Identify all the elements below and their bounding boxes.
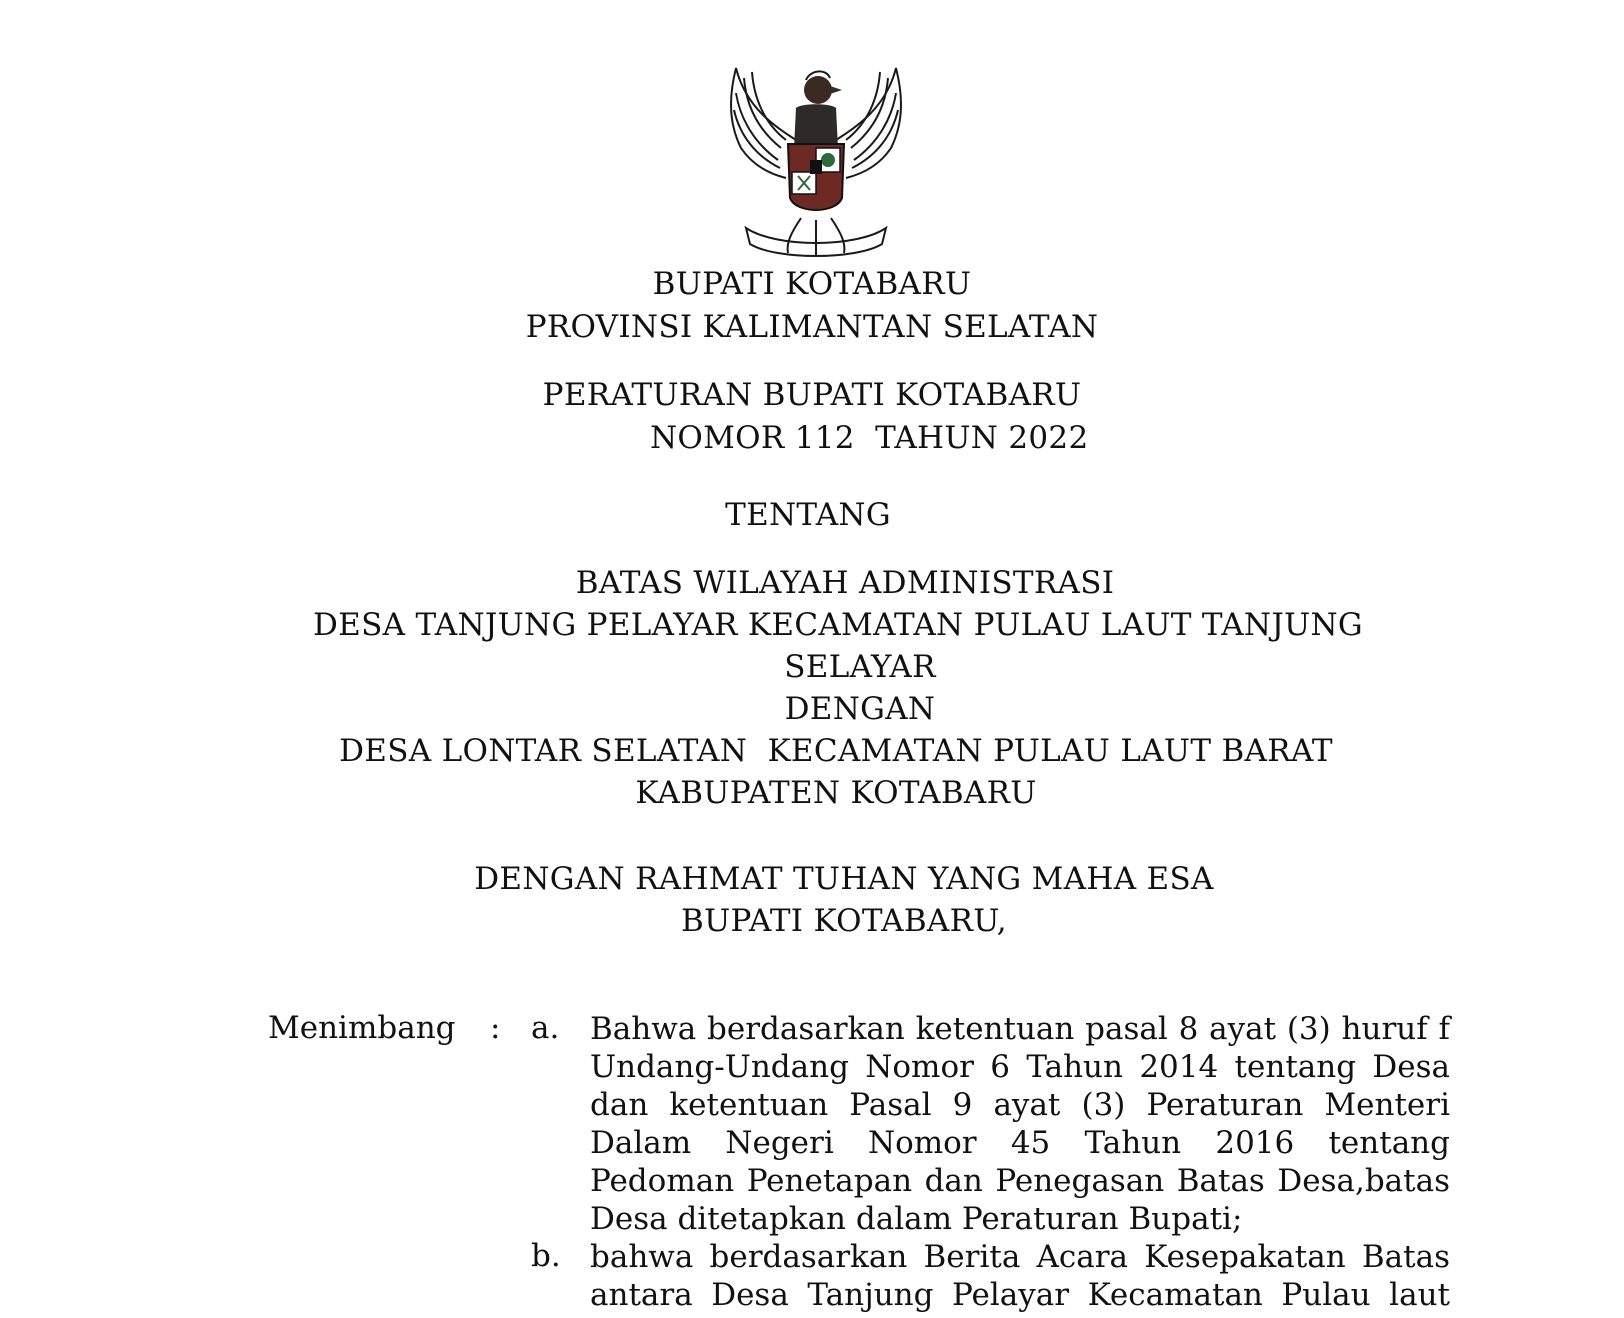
subject-line-4: DENGAN xyxy=(784,691,936,727)
considering-label: Menimbang xyxy=(268,1010,456,1046)
considering-item-b-text: bahwa berdasarkan Berita Acara Kesepakatan Batas antara Desa Tanjung Pelayar Kecamatan Pulau laut xyxy=(590,1239,1450,1313)
subject-line-2: DESA TANJUNG PELAYAR KECAMATAN PULAU LAUT TANJUNG xyxy=(313,607,1363,643)
garuda-pancasila-emblem-icon xyxy=(706,48,926,270)
considering-item-a-text: Bahwa berdasarkan ketentuan pasal 8 ayat (3) huruf f Undang-Undang Nomor 6 Tahun 2014 tentang Desa dan ketentuan Pasal 9 ayat (3) Peraturan Menteri Dalam Negeri Nomor 45 Tahun 2016 tentang Pedoman Penetapan dan Penegasan Batas Desa,batas Desa ditetapkan dalam Peraturan Bupati; xyxy=(590,1011,1450,1237)
preamble-line-1: DENGAN RAHMAT TUHAN YANG MAHA ESA xyxy=(474,861,1214,897)
subject-line-1: BATAS WILAYAH ADMINISTRASI xyxy=(575,565,1115,601)
regulation-number: NOMOR 112 TAHUN 2022 xyxy=(650,420,1089,456)
about-heading: TENTANG xyxy=(725,497,891,533)
province-title: PROVINSI KALIMANTAN SELATAN xyxy=(525,309,1099,345)
considering-item-a-letter: a. xyxy=(531,1010,560,1046)
considering-item-b-letter: b. xyxy=(531,1238,561,1274)
subject-line-6: KABUPATEN KOTABARU xyxy=(635,775,1037,811)
preamble-line-2: BUPATI KOTABARU, xyxy=(681,903,1007,939)
regulation-title: PERATURAN BUPATI KOTABARU xyxy=(542,377,1082,413)
considering-colon: : xyxy=(490,1010,501,1046)
subject-line-3: SELAYAR xyxy=(784,649,936,685)
subject-line-5: DESA LONTAR SELATAN KECAMATAN PULAU LAUT BARAT xyxy=(339,733,1333,769)
official-title: BUPATI KOTABARU xyxy=(652,266,972,302)
